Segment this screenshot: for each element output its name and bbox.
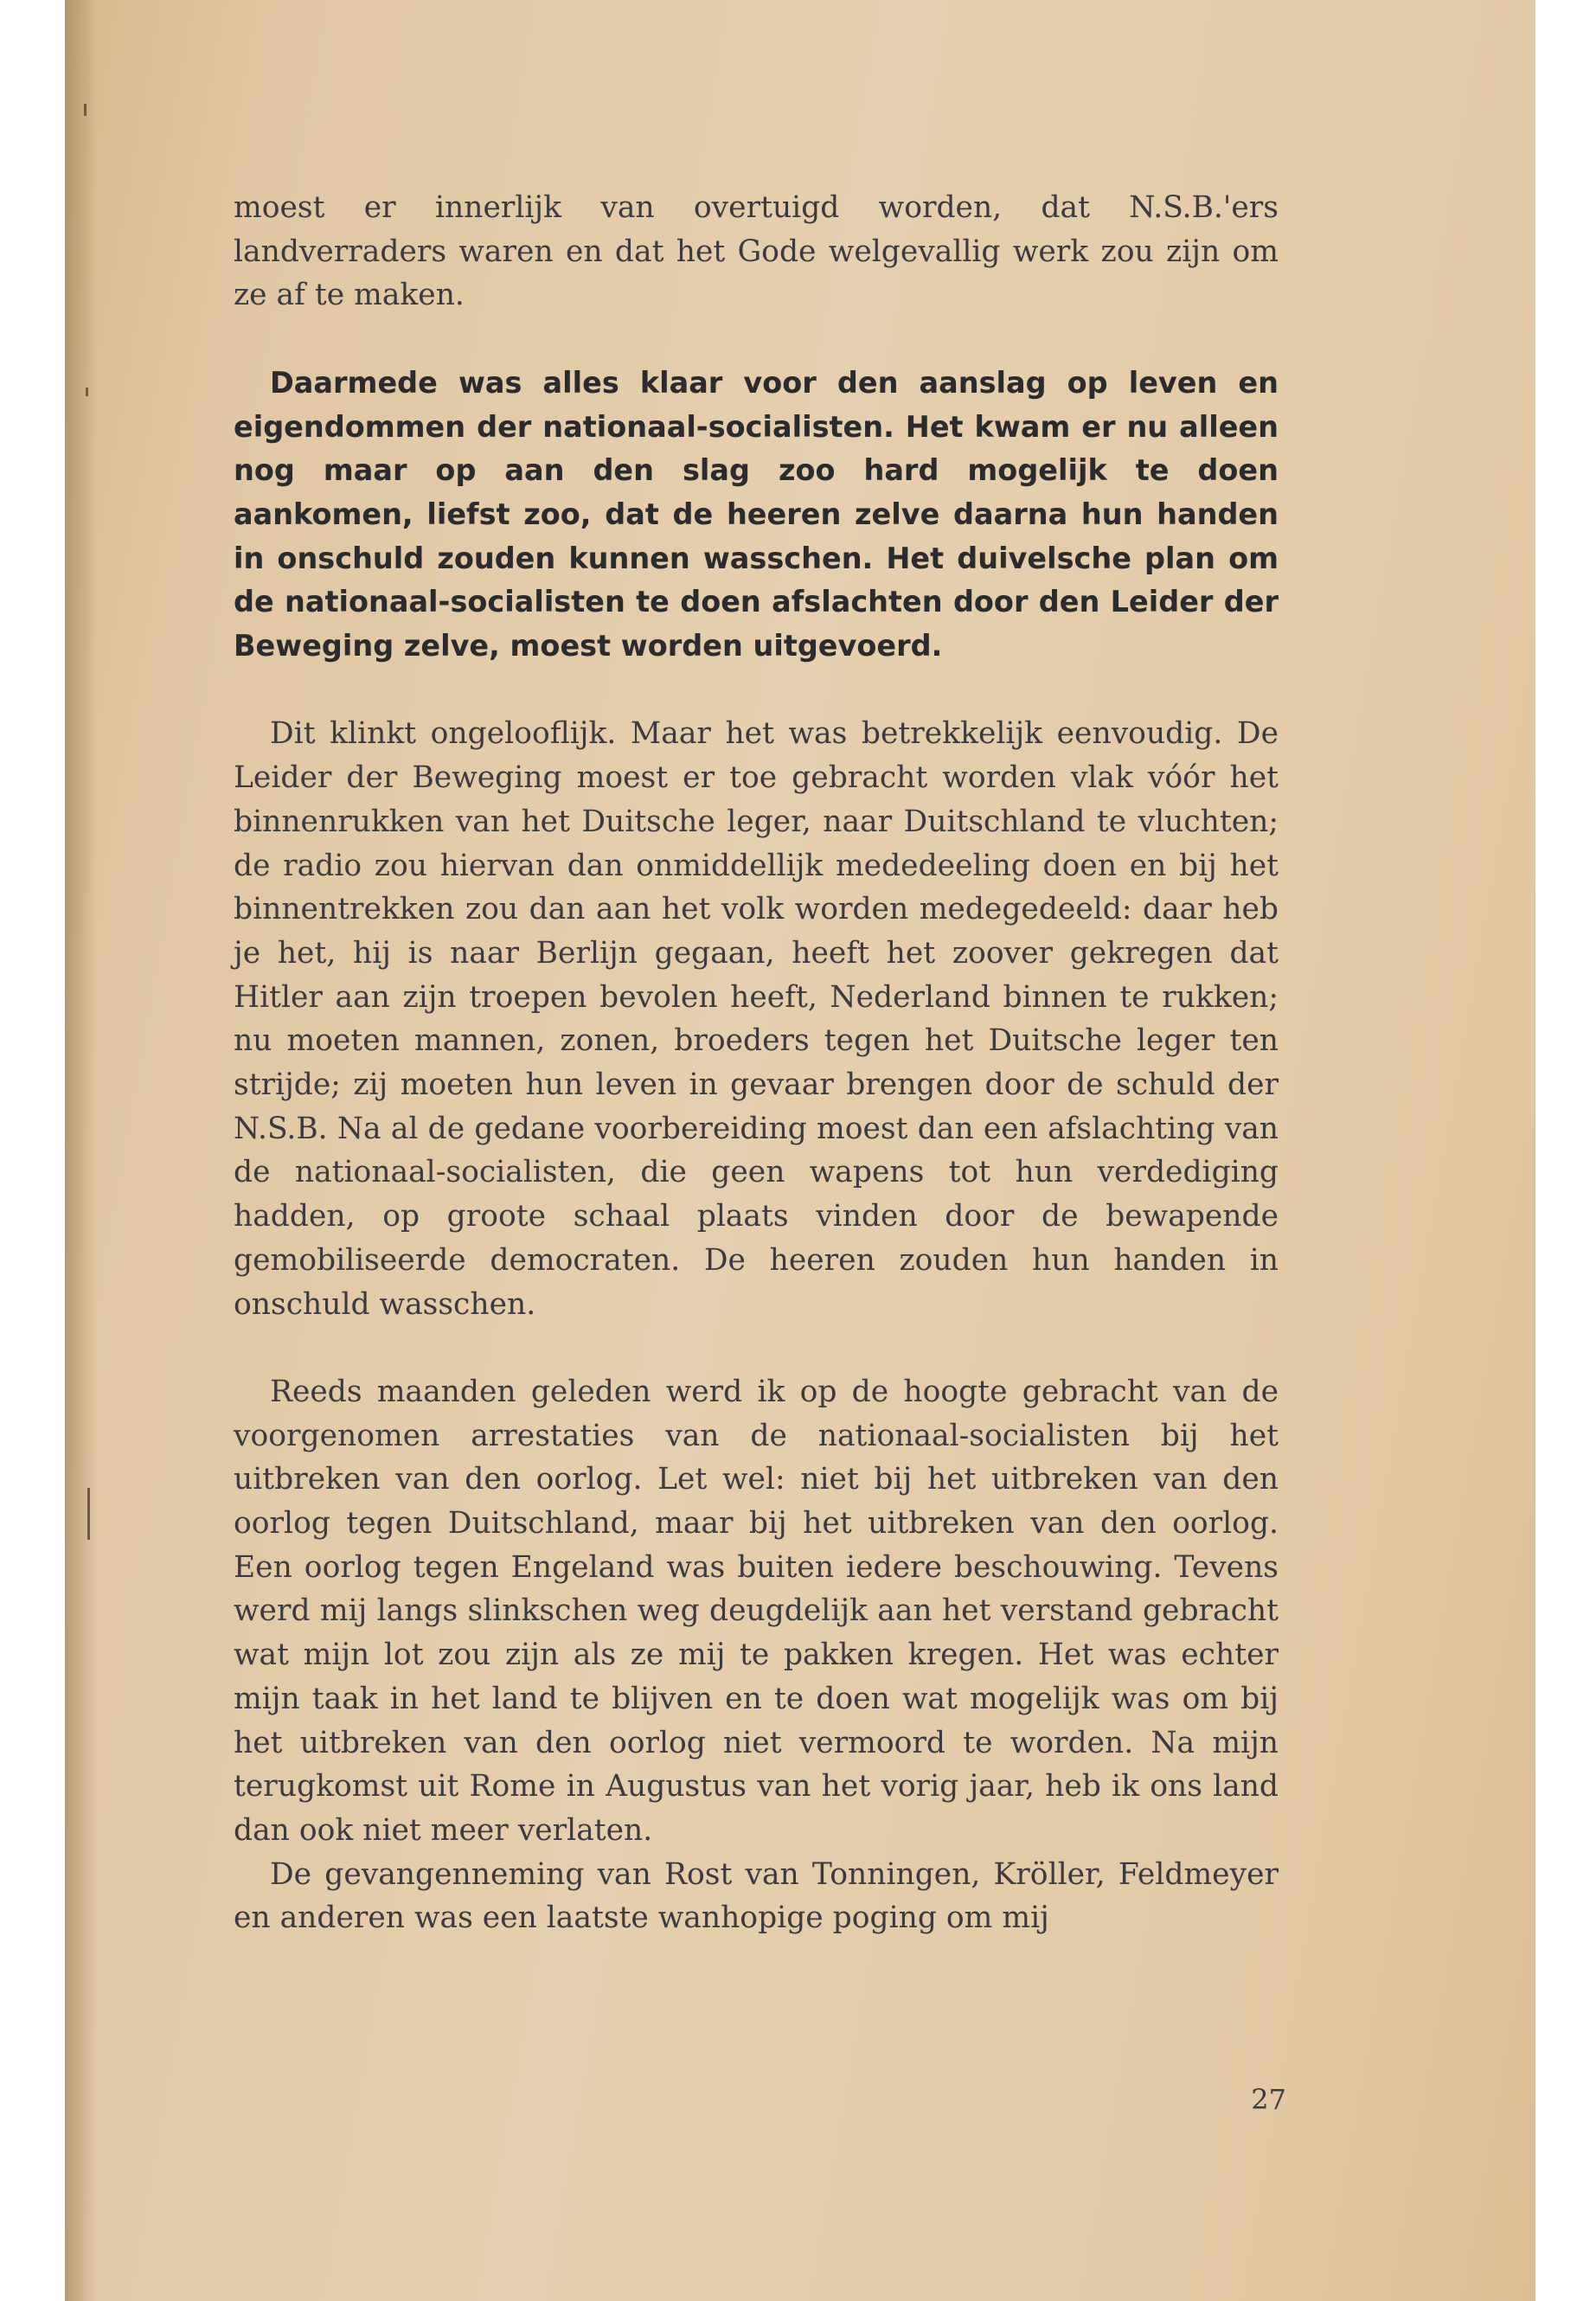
paragraph-2-bold: Daarmede was alles klaar voor den aanslag op leven en eigendommen der nationaal-socialisten. Het kwam er nu alleen nog maar op aan den slag zoo hard mogelijk te doen aankomen, liefst zoo, dat de heeren zelve daarna hun handen in onschuld zouden kunnen wasschen. Het duivelsche plan om de nationaal-socialisten te doen afslachten door den Leider der Beweging zelve, moest worden uitgevoerd. [234, 365, 1279, 663]
paragraph-4: Reeds maanden geleden werd ik op de hoogte gebracht van de voorgenomen arrestaties van de nationaal-socialisten bij het uitbreken van den oorlog. Let wel: niet bij het uitbreken van den oorlog tegen Duitschland, maar bij het uitbreken van den oorlog. Een oorlog tegen Engeland was buiten iedere beschouwing. Tevens werd mij langs slinkschen weg deugdelijk aan het verstand gebracht wat mijn lot zou zijn als ze mij te pakken kregen. Het was echter mijn taak in het land te blijven en te doen wat mogelijk was om bij het uitbreken van den oorlog niet vermoord te worden. Na mijn terugkomst uit Rome in Augustus van het vorig jaar, heb ik ons land dan ook niet meer verlaten. [234, 1374, 1279, 1848]
body-text [234, 186, 1279, 1940]
paragraph-5: De gevangenneming van Rost van Tonningen, Kröller, Feldmeyer en anderen was een laatste wanhopige poging om mij [234, 1856, 1279, 1936]
paragraph-gap [234, 1326, 1279, 1370]
margin-mark [84, 104, 87, 116]
book-page [65, 0, 1535, 2301]
margin-mark [86, 388, 88, 396]
margin-mark [87, 1488, 90, 1540]
paragraph-1: moest er innerlijk van overtuigd worden, dat N.S.B.'ers landverraders waren en dat het Gode welgevallig werk zou zijn om ze af te maken. [234, 190, 1279, 313]
paragraph-gap [234, 317, 1279, 362]
paragraph-gap [234, 669, 1279, 713]
page-gutter-shadow [65, 0, 98, 2301]
paragraph-3: Dit klinkt ongelooflijk. Maar het was betrekkelijk eenvoudig. De Leider der Beweging moest er toe gebracht worden vlak vóór het binnenrukken van het Duitsche leger, naar Duitschland te vluchten; de radio zou hiervan dan onmiddellijk mededeeling doen en bij het binnentrekken zou dan aan het volk worden medegedeeld: daar heb je het, hij is naar Berlijn gegaan, heeft het zoover gekregen dat Hitler aan zijn troepen bevolen heeft, Nederland binnen te rukken; nu moeten mannen, zonen, broeders tegen het Duitsche leger ten strijde; zij moeten hun leven in gevaar brengen door de schuld der N.S.B. Na al de gedane voorbereiding moest dan een afslachting van de nationaal-socialisten, die geen wapens tot hun verdediging hadden, op groote schaal plaats vinden door de bewapende gemobiliseerde democraten. De heeren zouden hun handen in onschuld wasschen. [234, 716, 1279, 1322]
page-number: 27 [1251, 2083, 1286, 2116]
